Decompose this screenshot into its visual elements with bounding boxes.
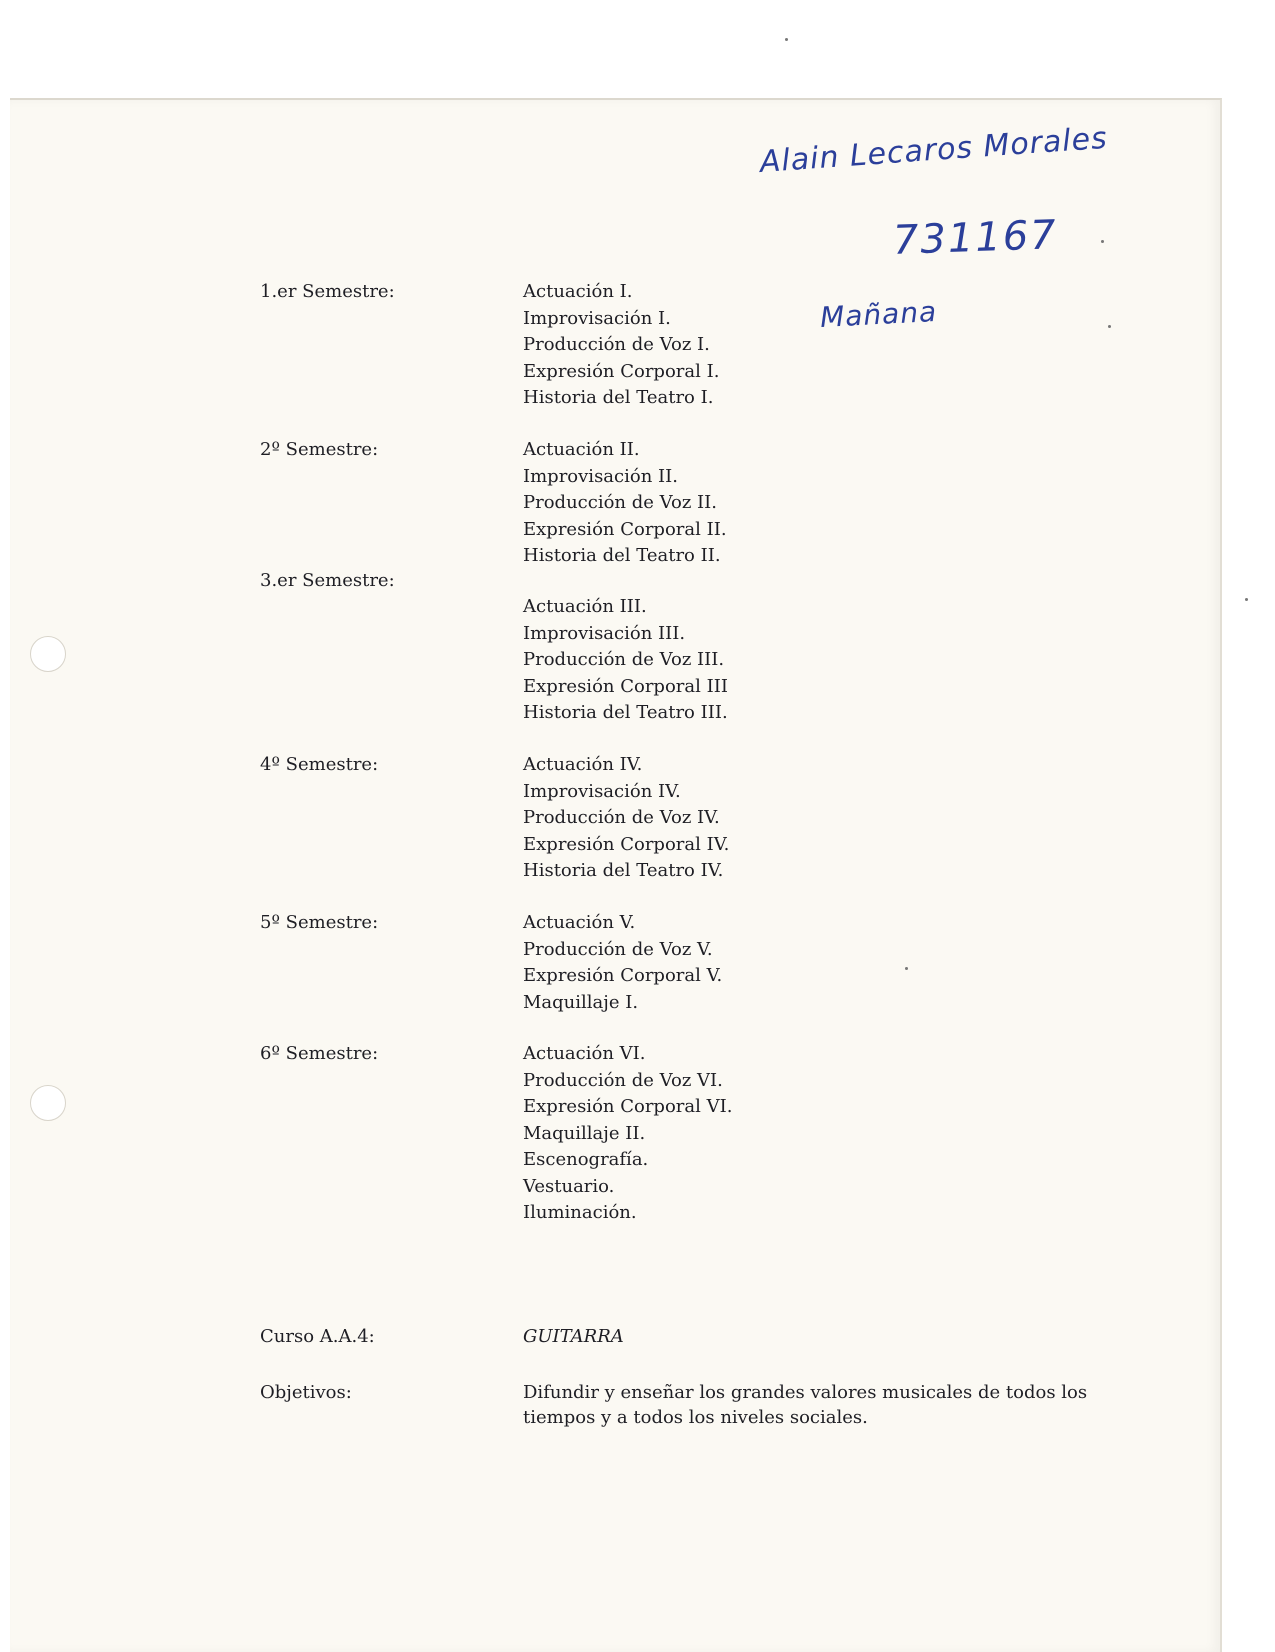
course-item: Actuación VI.	[523, 1043, 646, 1064]
course-item: Actuación I.	[523, 281, 633, 302]
course-item: Historia del Teatro II.	[523, 545, 721, 566]
course-item: Escenografía.	[523, 1149, 649, 1170]
objectives-label: Objetivos:	[260, 1382, 352, 1403]
course-item: Producción de Voz V.	[523, 938, 713, 960]
course-code-label: Curso A.A.4:	[260, 1326, 375, 1347]
course-item: Improvisación III.	[523, 622, 686, 644]
semester-label: 4º Semestre:	[260, 754, 379, 775]
punch-hole-top	[30, 636, 66, 672]
course-item: Actuación V.	[523, 912, 636, 933]
course-item: Actuación III.	[523, 596, 647, 617]
semester-label: 5º Semestre:	[260, 912, 379, 933]
course-item: Historia del Teatro I.	[523, 387, 714, 408]
speck	[1245, 598, 1248, 601]
course-item: Expresión Corporal III	[523, 675, 728, 697]
course-item: Actuación II.	[523, 439, 640, 460]
handwritten-name: Alain Lecaros Morales	[758, 120, 1109, 180]
punch-hole-bottom	[30, 1085, 66, 1121]
objectives-text: Difundir y enseñar los grandes valores musicales de todos los tiempos y a todos los niveles sociales.	[523, 1382, 1088, 1428]
course-item: Producción de Voz III.	[523, 649, 725, 670]
course-item: Actuación IV.	[523, 754, 643, 775]
speck	[905, 967, 908, 970]
course-list	[523, 1041, 732, 1227]
course-list	[523, 910, 722, 1016]
semester-label: 6º Semestre:	[260, 1043, 379, 1064]
handwritten-shift: Mañana	[819, 294, 938, 335]
speck	[785, 38, 788, 41]
course-item: Historia del Teatro IV.	[523, 860, 724, 881]
speck	[1101, 240, 1104, 243]
semester-label: 3.er Semestre:	[260, 570, 395, 591]
speck	[1108, 325, 1111, 328]
course-list	[523, 594, 728, 727]
course-item: Improvisación I.	[523, 307, 671, 329]
course-item: Maquillaje I.	[523, 991, 639, 1013]
course-title-wrap	[523, 1324, 624, 1351]
course-title: GUITARRA	[523, 1326, 624, 1347]
course-item: Expresión Corporal VI.	[523, 1096, 733, 1117]
course-list	[523, 437, 727, 570]
course-item: Improvisación II.	[523, 465, 678, 487]
course-list	[523, 752, 729, 885]
handwritten-number: 731167	[892, 212, 1059, 264]
course-item: Expresión Corporal I.	[523, 360, 720, 382]
course-item: Historia del Teatro III.	[523, 702, 728, 723]
course-item: Vestuario.	[523, 1175, 615, 1197]
course-item: Maquillaje II.	[523, 1122, 646, 1144]
course-item: Expresión Corporal IV.	[523, 833, 730, 855]
course-item: Expresión Corporal II.	[523, 518, 727, 540]
course-item: Producción de Voz VI.	[523, 1069, 723, 1091]
course-list	[523, 279, 719, 412]
course-item: Expresión Corporal V.	[523, 965, 723, 986]
course-item: Iluminación.	[523, 1202, 637, 1223]
course-item: Producción de Voz IV.	[523, 807, 720, 828]
semester-label: 1.er Semestre:	[260, 281, 395, 302]
course-item: Producción de Voz II.	[523, 492, 717, 513]
course-item: Improvisación IV.	[523, 780, 681, 802]
course-item: Producción de Voz I.	[523, 334, 710, 355]
semester-label: 2º Semestre:	[260, 439, 379, 460]
